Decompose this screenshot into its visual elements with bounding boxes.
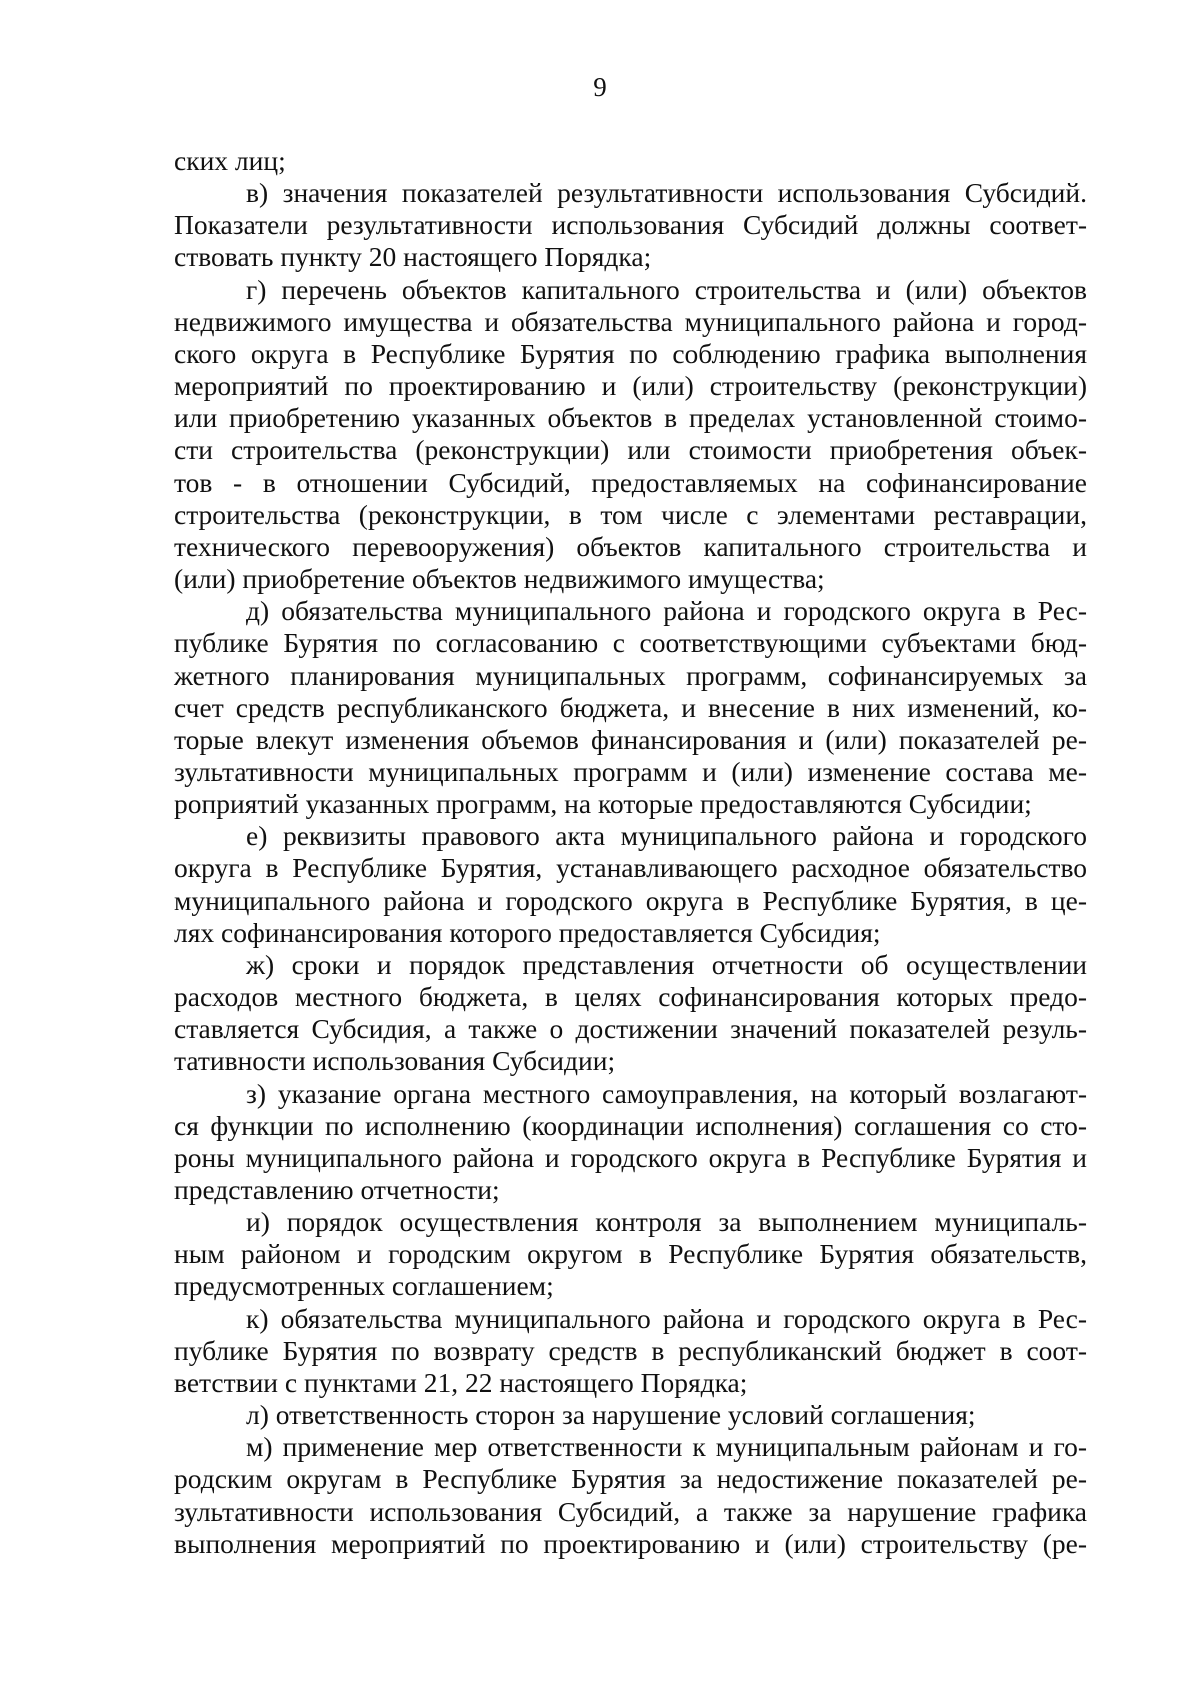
text-line: к) обязательства муниципального района и городского округа в Рес-	[246, 1302, 1087, 1334]
text-line: публике Бурятия по возврату средств в республиканский бюджет в соот-	[174, 1334, 1087, 1366]
text-line: л) ответственность сторон за нарушение условий соглашения;	[246, 1399, 976, 1431]
text-line: торые влекут изменения объемов финансирования и (или) показателей ре-	[174, 723, 1087, 755]
text-line: публике Бурятия по согласованию с соответствующими субъектами бюд-	[174, 627, 1087, 659]
text-line: округа в Республике Бурятия, устанавливающего расходное обязательство	[174, 852, 1087, 884]
text-line: счет средств республиканского бюджета, и внесение в них изменений, ко-	[174, 691, 1087, 723]
text-line: ствовать пункту 20 настоящего Порядка;	[174, 241, 652, 273]
page-number: 9	[593, 72, 607, 102]
paragraph	[174, 177, 1087, 273]
document-body	[174, 145, 1087, 1560]
text-line: выполнения мероприятий по проектированию и (или) строительству (ре-	[174, 1527, 1087, 1559]
paragraph	[174, 949, 1087, 1078]
paragraph	[174, 1431, 1087, 1560]
paragraph	[174, 595, 1087, 820]
text-line: ского округа в Республике Бурятия по соблюдению графика выполнения	[174, 337, 1087, 369]
text-line: роприятий указанных программ, на которые предоставляются Субсидии;	[174, 788, 1032, 820]
text-line: строительства (реконструкции, в том числе с элементами реставрации,	[174, 498, 1087, 530]
text-line: технического перевооружения) объектов капитального строительства и	[174, 530, 1087, 562]
text-line: муниципального района и городского округа в Республике Бурятия, в це-	[174, 884, 1087, 916]
text-line: лях софинансирования которого предоставляется Субсидия;	[174, 916, 881, 948]
paragraph	[174, 274, 1087, 596]
text-line: роны муниципального района и городского округа в Республике Бурятия и	[174, 1141, 1087, 1173]
text-line: д) обязательства муниципального района и городского округа в Рес-	[246, 595, 1087, 627]
text-line: ным районом и городским округом в Республике Бурятия обязательств,	[174, 1238, 1087, 1270]
text-line: зультативности муниципальных программ и (или) изменение состава ме-	[174, 755, 1087, 787]
paragraph	[174, 1303, 1087, 1399]
text-line: ставляется Субсидия, а также о достижении значений показателей резуль-	[174, 1013, 1087, 1045]
text-line: родским округам в Республике Бурятия за недостижение показателей ре-	[174, 1463, 1087, 1495]
text-line: м) применение мер ответственности к муниципальным районам и го-	[246, 1431, 1087, 1463]
text-line: тативности использования Субсидии;	[174, 1045, 616, 1077]
text-line: предусмотренных соглашением;	[174, 1270, 554, 1302]
text-line: з) указание органа местного самоуправления, на который возлагают-	[246, 1077, 1087, 1109]
text-line: в) значения показателей результативности использования Субсидий.	[246, 177, 1087, 209]
text-line: расходов местного бюджета, в целях софинансирования которых предо-	[174, 981, 1087, 1013]
text-line: е) реквизиты правового акта муниципального района и городского	[246, 820, 1087, 852]
text-line: или приобретению указанных объектов в пределах установленной стоимо-	[174, 402, 1087, 434]
text-line: мероприятий по проектированию и (или) строительству (реконструкции)	[174, 370, 1087, 402]
paragraph	[174, 1206, 1087, 1302]
text-line: ветствии с пунктами 21, 22 настоящего Порядка;	[174, 1366, 748, 1398]
text-line: жетного планирования муниципальных программ, софинансируемых за	[174, 659, 1087, 691]
text-line: сти строительства (реконструкции) или стоимости приобретения объек-	[174, 434, 1087, 466]
text-line: (или) приобретение объектов недвижимого имущества;	[174, 563, 825, 595]
text-line: г) перечень объектов капитального строительства и (или) объектов	[246, 273, 1087, 305]
text-line: тов - в отношении Субсидий, предоставляемых на софинансирование	[174, 466, 1087, 498]
paragraph	[174, 1399, 1087, 1431]
text-line: недвижимого имущества и обязательства муниципального района и город-	[174, 305, 1087, 337]
paragraph	[174, 1078, 1087, 1207]
paragraph	[174, 145, 1087, 177]
text-line: зультативности использования Субсидий, а также за нарушение графика	[174, 1495, 1087, 1527]
paragraph	[174, 820, 1087, 949]
text-line: представлению отчетности;	[174, 1174, 500, 1205]
text-line: ж) сроки и порядок представления отчетности об осуществлении	[246, 948, 1087, 980]
text-line: и) порядок осуществления контроля за выполнением муниципаль-	[246, 1206, 1087, 1238]
text-line: ся функции по исполнению (координации исполнения) соглашения со сто-	[174, 1109, 1087, 1141]
text-line: ских лиц;	[174, 145, 286, 176]
text-line: Показатели результативности использования Субсидий должны соответ-	[174, 209, 1087, 241]
